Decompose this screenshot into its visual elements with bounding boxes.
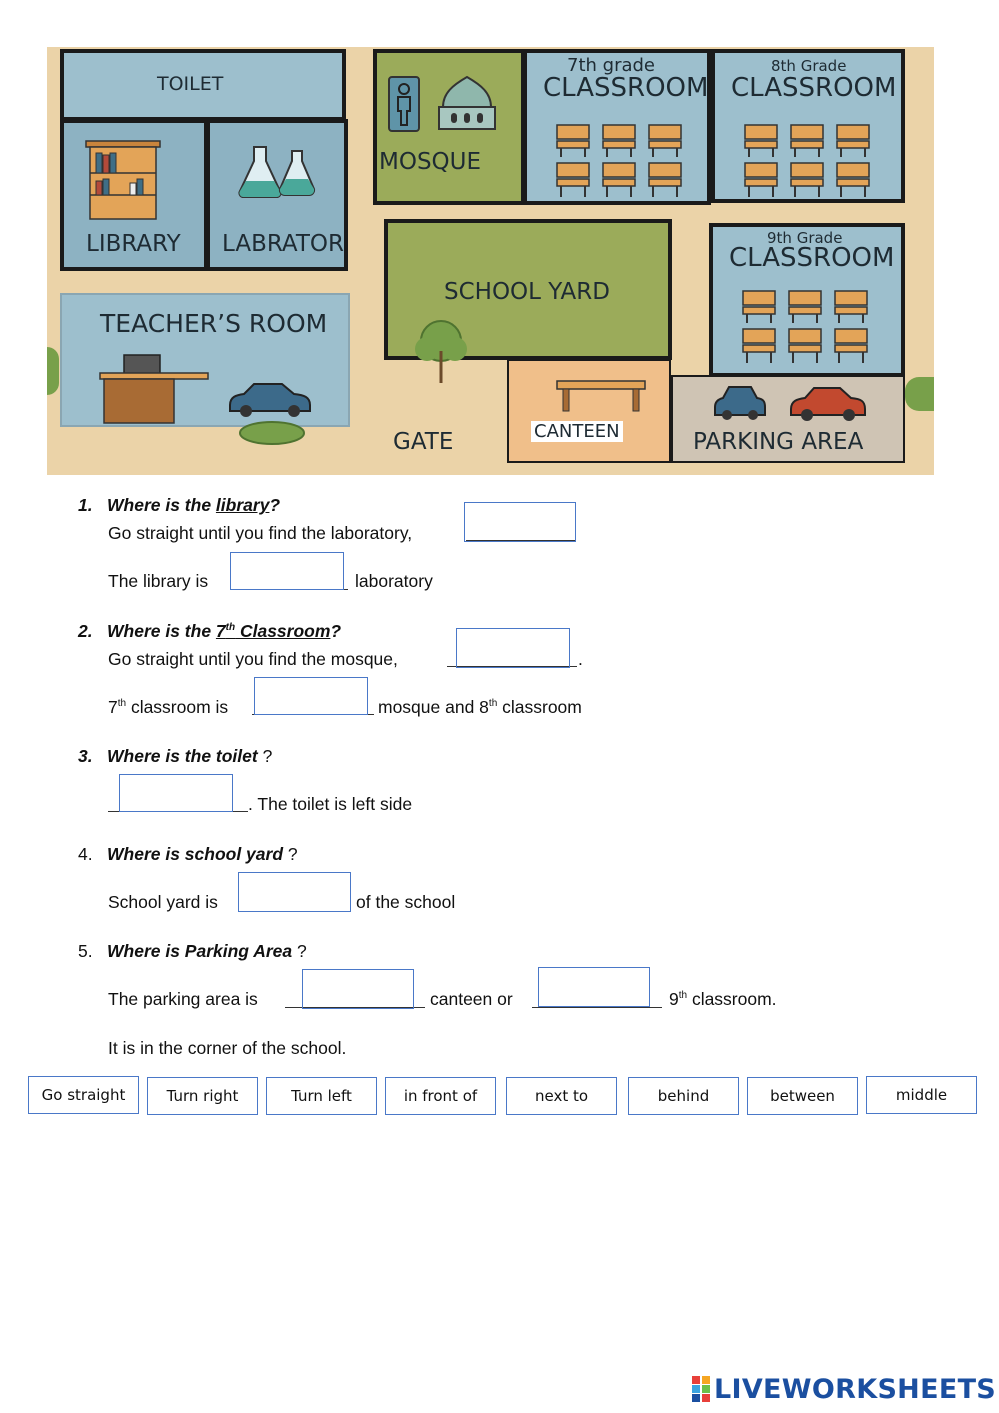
answer-box-2b[interactable] <box>254 677 368 715</box>
answer-box-2a[interactable] <box>456 628 570 668</box>
question-mark: ? <box>330 621 342 641</box>
question-text: Where is Parking Area <box>107 941 293 961</box>
answer-line <box>430 989 513 1010</box>
answer-text: classroom <box>497 697 582 717</box>
word-chip-in-front-of[interactable]: in front of <box>385 1077 496 1115</box>
desks-icon <box>741 123 881 201</box>
answer-line <box>378 697 582 718</box>
answer-line <box>108 697 228 718</box>
classroom-8th <box>711 49 905 203</box>
answer-box-1b[interactable] <box>230 552 344 590</box>
superscript: th <box>225 622 236 634</box>
school-map <box>47 47 934 475</box>
bush-icon <box>905 377 934 411</box>
tree-icon <box>411 317 471 385</box>
superscript: th <box>678 990 688 1002</box>
library-label: LIBRARY <box>86 231 181 257</box>
parking-label: PARKING AREA <box>693 429 864 455</box>
question-text: Where is school yard <box>107 844 284 864</box>
answer-text: classroom is <box>126 697 229 717</box>
question-number: 2. <box>78 621 93 641</box>
toilet-label: TOILET <box>157 73 224 95</box>
question-mark: ? <box>283 844 298 864</box>
question-keyword-text: Classroom <box>235 621 331 641</box>
question-text: Where is the toilet <box>107 746 258 766</box>
question-mark: ? <box>292 941 307 961</box>
answer-box-5b[interactable] <box>538 967 650 1007</box>
mosque-building <box>373 49 525 205</box>
teachers-room-label: TEACHER’S ROOM <box>100 309 328 338</box>
answer-line <box>108 571 208 592</box>
bush-icon <box>237 419 307 445</box>
word-chip-next-to[interactable]: next to <box>506 1077 617 1115</box>
question-text: Where is the <box>107 621 216 641</box>
answer-box-5a[interactable] <box>302 969 414 1009</box>
question-number: 4. <box>78 844 93 864</box>
answer-line <box>356 892 455 913</box>
canteen <box>507 359 671 463</box>
answer-text: laboratory <box>355 571 433 591</box>
classroom-7th <box>523 49 711 205</box>
classroom-8-label: CLASSROOM <box>731 73 897 103</box>
word-chip-go-straight[interactable]: Go straight <box>28 1076 139 1114</box>
question-number: 3. <box>78 746 93 766</box>
answer-text: of the school <box>356 892 456 912</box>
answer-line <box>108 523 412 544</box>
answer-line <box>108 649 398 670</box>
answer-box-3[interactable] <box>119 774 233 812</box>
question-mark: ? <box>269 495 281 515</box>
mosque-label: MOSQUE <box>379 149 482 175</box>
car-icon <box>787 383 869 423</box>
person-icon <box>387 75 421 133</box>
classroom-8-grade: 8th Grade <box>771 57 847 75</box>
school-yard-label: SCHOOL YARD <box>444 279 610 305</box>
answer-text: The parking area is <box>108 989 258 1009</box>
car-icon <box>711 383 769 423</box>
classroom-7-label: CLASSROOM <box>543 73 709 103</box>
toilet-room <box>60 49 346 121</box>
question-keyword <box>216 621 331 641</box>
word-chip-turn-right[interactable]: Turn right <box>147 1077 258 1115</box>
teachers-room <box>60 293 350 427</box>
answer-text: 9 <box>669 989 679 1009</box>
desk-computer-icon <box>98 353 210 425</box>
question-keyword-number: 7 <box>215 621 226 641</box>
answer-text: School yard is <box>108 892 218 912</box>
flask-icon <box>236 145 320 199</box>
question-keyword: library <box>215 495 270 515</box>
answer-text: The library is <box>108 571 209 591</box>
desks-icon <box>553 123 693 201</box>
answer-text: classroom. <box>687 989 777 1009</box>
question-4 <box>78 844 298 865</box>
desks-icon <box>739 289 879 367</box>
logo-text: LIVEWORKSHEETS <box>714 1373 997 1405</box>
answer-box-4[interactable] <box>238 872 351 912</box>
answer-line <box>248 794 412 815</box>
answer-text: 7 <box>108 697 118 717</box>
answer-text: Go straight until you find the mosque, <box>108 649 398 669</box>
laboratory-label: LABRATOR <box>222 231 344 257</box>
answer-line <box>108 892 218 913</box>
word-chip-turn-left[interactable]: Turn left <box>266 1077 377 1115</box>
bush-icon <box>47 347 59 395</box>
answer-line <box>669 989 777 1010</box>
question-text: Where is the <box>107 495 216 515</box>
answer-text: canteen or <box>430 989 513 1009</box>
library-room <box>60 119 208 271</box>
question-number: 1. <box>78 495 93 515</box>
mosque-dome-icon <box>437 75 497 131</box>
classroom-9-grade: 9th Grade <box>767 229 843 247</box>
answer-text: It is in the corner of the school. <box>108 1038 347 1058</box>
bookshelf-icon <box>84 139 164 223</box>
parking-area <box>671 375 905 463</box>
classroom-7-grade: 7th grade <box>567 55 655 76</box>
answer-text: . The toilet is left side <box>248 794 413 814</box>
answer-line <box>108 989 258 1010</box>
question-5 <box>78 941 307 962</box>
classroom-9th <box>709 223 905 377</box>
answer-line <box>578 649 583 670</box>
answer-box-1a[interactable] <box>464 502 576 542</box>
answer-text: Go straight until you find the laboratory, <box>108 523 413 543</box>
question-mark: ? <box>257 746 273 766</box>
question-1 <box>78 495 280 516</box>
car-icon <box>226 379 314 419</box>
answer-line <box>108 1038 346 1059</box>
bench-icon <box>555 379 647 413</box>
answer-text: mosque and 8 <box>378 697 489 717</box>
word-chip-between[interactable]: between <box>747 1077 858 1115</box>
answer-line <box>355 571 433 592</box>
laboratory-room <box>206 119 348 271</box>
question-3 <box>78 746 272 767</box>
superscript: th <box>488 698 498 710</box>
liveworksheets-logo <box>692 1374 996 1404</box>
logo-squares-icon <box>692 1376 712 1402</box>
question-number: 5. <box>78 941 93 961</box>
blank-underline <box>532 1007 662 1008</box>
question-2 <box>78 621 341 642</box>
classroom-9-label: CLASSROOM <box>729 243 895 273</box>
punctuation: . <box>578 649 583 669</box>
gate-label: GATE <box>393 429 454 455</box>
word-chip-middle[interactable]: middle <box>866 1076 977 1114</box>
word-chip-behind[interactable]: behind <box>628 1077 739 1115</box>
superscript: th <box>117 698 127 710</box>
canteen-label: CANTEEN <box>531 421 623 442</box>
